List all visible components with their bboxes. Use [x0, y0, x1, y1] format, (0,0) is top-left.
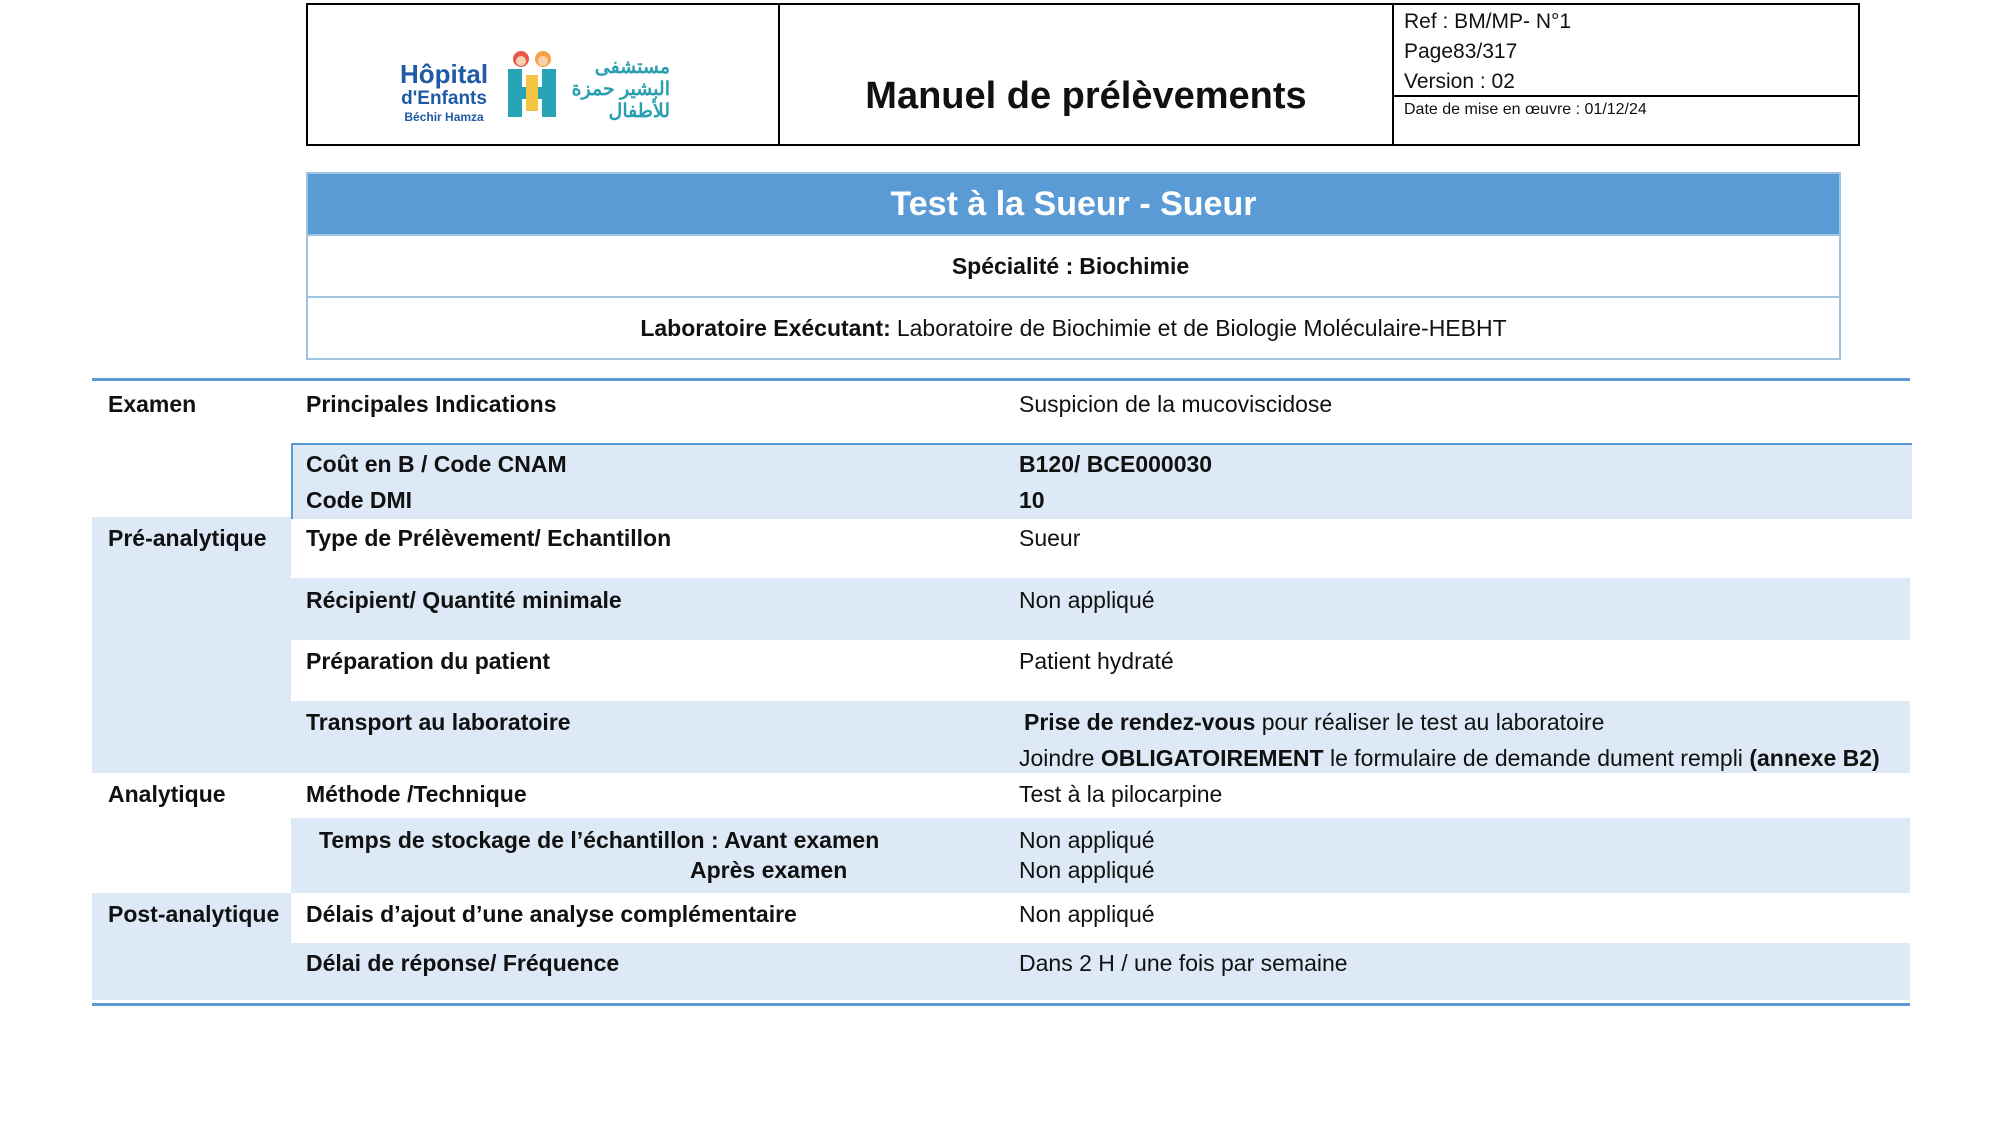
transport-joindre: Joindre [1019, 745, 1095, 771]
category-postanalytique: Post-analytique [108, 901, 280, 927]
reponse-value: Dans 2 H / une fois par semaine [1019, 950, 1348, 976]
transport-line1 [1024, 709, 1604, 736]
hospital-logo [308, 5, 780, 144]
category-analytique: Analytique [108, 781, 226, 807]
preparation-label: Préparation du patient [306, 648, 551, 674]
specialite-row [308, 234, 1839, 296]
document-meta-top [1394, 5, 1858, 97]
recipient-value: Non appliqué [1019, 587, 1155, 613]
laboratoire-label: Laboratoire Exécutant: [640, 314, 891, 341]
document-ref: Ref : BM/MP- N°1 [1404, 10, 1572, 33]
methode-label: Méthode /Technique [306, 781, 527, 807]
transport-line2 [1019, 745, 1880, 772]
logo-arabic-name [570, 57, 670, 123]
recipient-label: Récipient/ Quantité minimale [306, 587, 622, 613]
stockage-label: Temps de stockage de l’échantillon : Avant examen [319, 827, 880, 853]
logo-fr-line3: Béchir Hamza [404, 110, 484, 124]
test-title-block [306, 172, 1841, 360]
stockage-value-apres: Non appliqué [1019, 857, 1155, 883]
document-version: Version : 02 [1404, 70, 1515, 93]
category-preanalytique: Pré-analytique [108, 525, 267, 551]
transport-rdv-rest: pour réaliser le test au laboratoire [1261, 709, 1605, 735]
delais-label: Délais d’ajout d’une analyse complémentaire [306, 901, 797, 927]
logo-h-emblem-icon [504, 49, 560, 119]
document-meta [1394, 5, 1858, 144]
stockage-value-avant: Non appliqué [1019, 827, 1155, 853]
logo-ar-line2: البشير حمزة [571, 79, 670, 100]
preanalytique-category-bg [92, 517, 291, 773]
category-examen: Examen [108, 391, 197, 417]
indications-label: Principales Indications [306, 391, 557, 417]
type-value: Sueur [1019, 525, 1081, 551]
document-date: Date de mise en œuvre : 01/12/24 [1404, 101, 1647, 118]
dmi-label: Code DMI [306, 487, 413, 513]
transport-obligatoirement: OBLIGATOIREMENT [1100, 745, 1324, 771]
specialite-value: Biochimie [1079, 252, 1190, 279]
test-title: Test à la Sueur - Sueur [308, 174, 1839, 234]
logo-ar-line1: مستشفى [594, 57, 670, 78]
document-page: Page83/317 [1404, 40, 1518, 63]
stockage-label-apres: Après examen [690, 857, 848, 883]
dmi-value: 10 [1019, 487, 1045, 513]
delais-value: Non appliqué [1019, 901, 1155, 927]
document-header [306, 3, 1860, 146]
logo-french-name [400, 61, 488, 123]
indications-value: Suspicion de la mucoviscidose [1019, 391, 1333, 417]
logo-fr-line1: Hôpital [400, 59, 489, 89]
preparation-value: Patient hydraté [1019, 648, 1174, 674]
transport-rdv-bold: Prise de rendez-vous [1024, 709, 1256, 735]
laboratoire-value: Laboratoire de Biochimie et de Biologie Moléculaire-HEBHT [896, 314, 1507, 341]
cout-label: Coût en B / Code CNAM [306, 451, 567, 477]
specialite-label: Spécialité : [951, 252, 1074, 279]
reponse-label: Délai de réponse/ Fréquence [306, 950, 620, 976]
exam-info-table [92, 378, 1910, 1006]
document-title: Manuel de prélèvements [780, 5, 1394, 144]
transport-formulaire: le formulaire de demande dument rempli [1329, 745, 1743, 771]
cout-value: B120/ BCE000030 [1019, 451, 1213, 477]
type-label: Type de Prélèvement/ Echantillon [306, 525, 672, 551]
transport-label: Transport au laboratoire [306, 709, 571, 735]
methode-value: Test à la pilocarpine [1019, 781, 1223, 807]
transport-annexe: (annexe B2) [1749, 745, 1880, 771]
logo-ar-line3: للأطفال [608, 101, 670, 122]
logo-fr-line2: d'Enfants [401, 88, 487, 109]
laboratoire-row [308, 296, 1839, 358]
